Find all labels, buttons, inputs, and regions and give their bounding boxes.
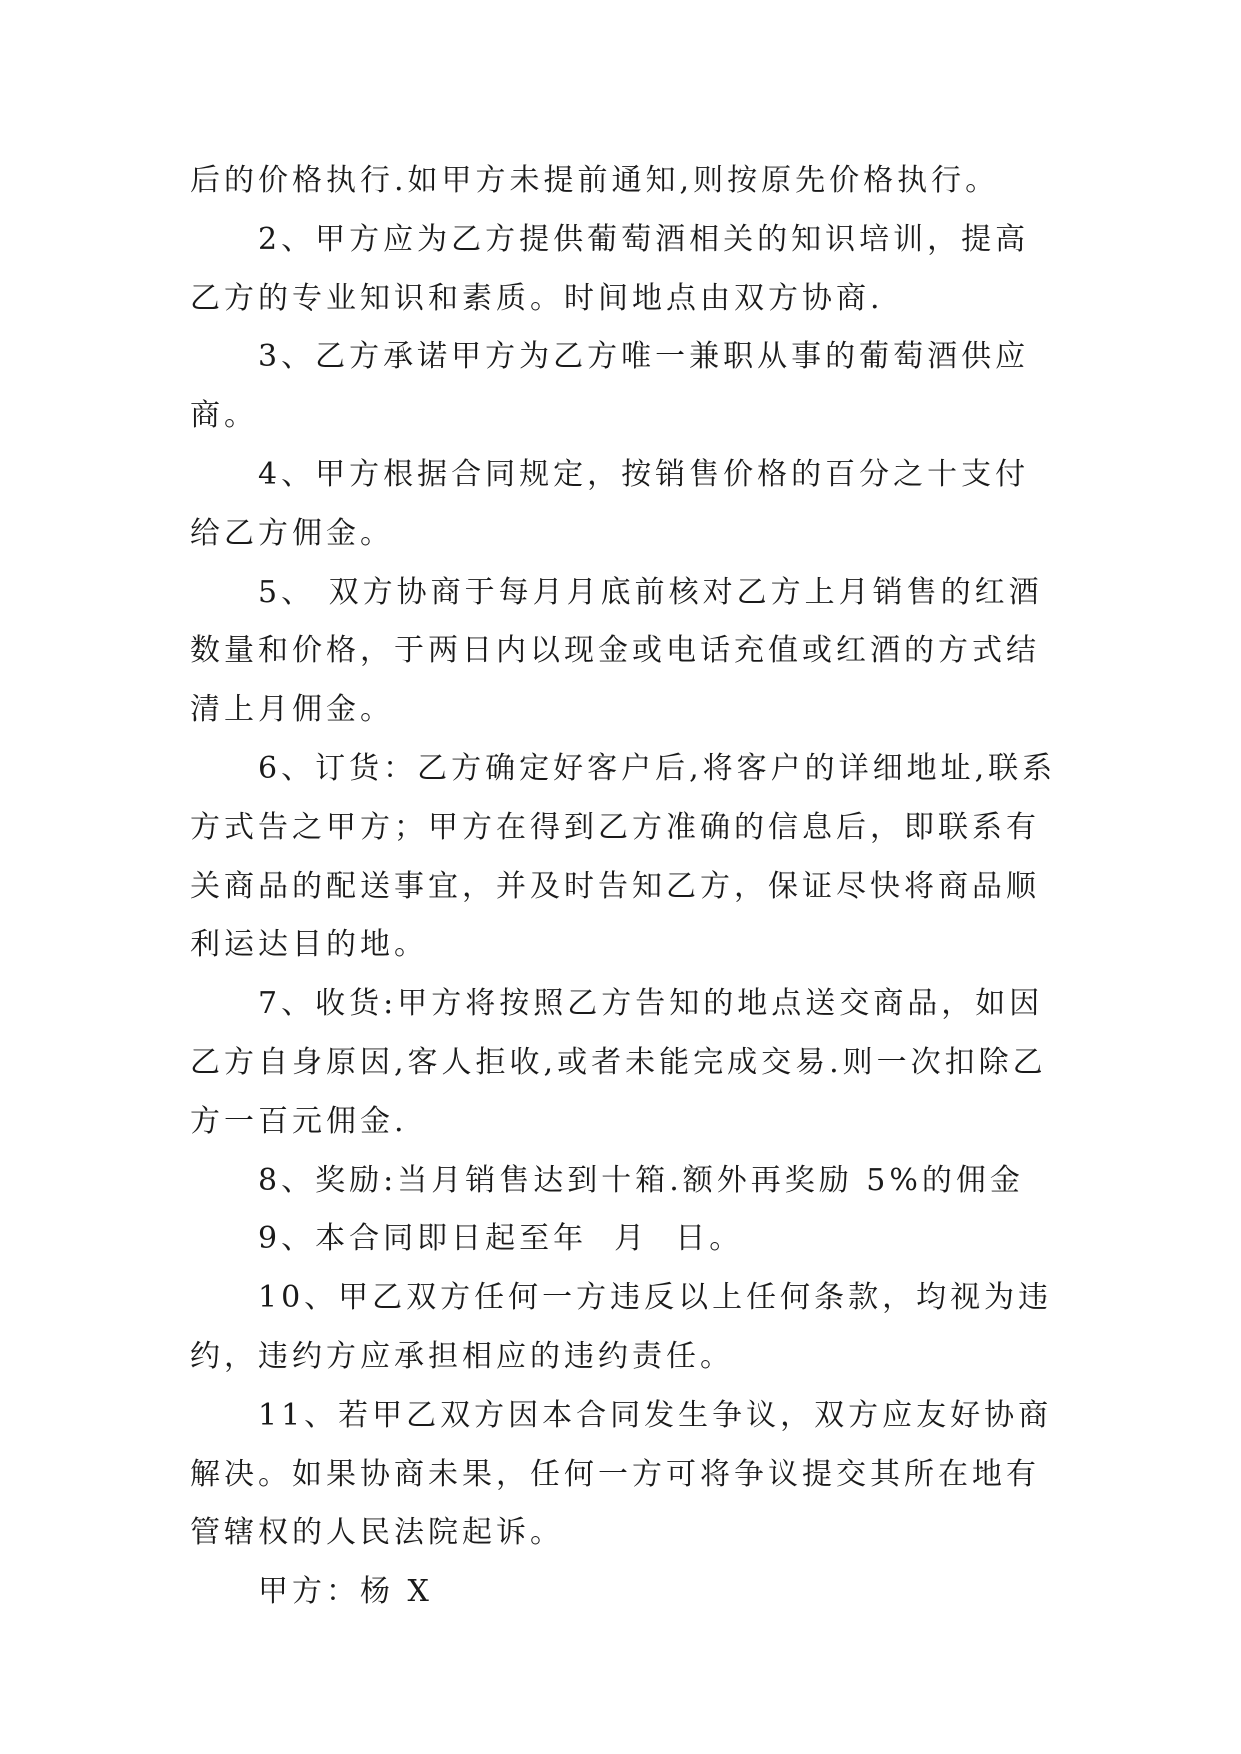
clause-7-receiving: 7、收货:甲方将按照乙方告知的地点送交商品，如因乙方自身原因,客人拒收,或者未能完成交易.则一次扣除乙方一百元佣金. [190, 986, 1047, 1139]
clause-3-exclusive-supplier: 3、乙方承诺甲方为乙方唯一兼职从事的葡萄酒供应商。 [190, 339, 1030, 434]
clause-9-term: 9、本合同即日起至年 月 日。 [258, 1221, 744, 1257]
contract-body [190, 152, 1060, 1622]
party-a-signature: 甲方：杨 X [258, 1574, 433, 1610]
clause-11-dispute: 11、若甲乙双方因本合同发生争议，双方应友好协商解决。如果协商未果，任何一方可将争议提交其所在地有管辖权的人民法院起诉。 [190, 1397, 1053, 1551]
clause-2-training: 2、甲方应为乙方提供葡萄酒相关的知识培训，提高乙方的专业知识和素质。时间地点由双方协商. [190, 221, 1030, 316]
paragraph-price-continuation: 后的价格执行.如甲方未提前通知,则按原先价格执行。 [190, 163, 1000, 198]
clause-4-commission: 4、甲方根据合同规定，按销售价格的百分之十支付给乙方佣金。 [190, 456, 1030, 551]
clause-6-ordering: 6、订货：乙方确定好客户后,将客户的详细地址,联系方式告之甲方；甲方在得到乙方准确的信息后，即联系有关商品的配送事宜，并及时告知乙方，保证尽快将商品顺利运达目的地。 [190, 750, 1057, 963]
clause-10-breach: 10、甲乙双方任何一方违反以上任何条款，均视为违约，违约方应承担相应的违约责任。 [190, 1280, 1053, 1374]
clause-5-settlement: 5、 双方协商于每月月底前核对乙方上月销售的红酒数量和价格，于两日内以现金或电话充值或红酒的方式结清上月佣金。 [190, 574, 1043, 728]
clause-8-bonus: 8、奖励:当月销售达到十箱.额外再奖励 5%的佣金 [258, 1162, 1024, 1198]
